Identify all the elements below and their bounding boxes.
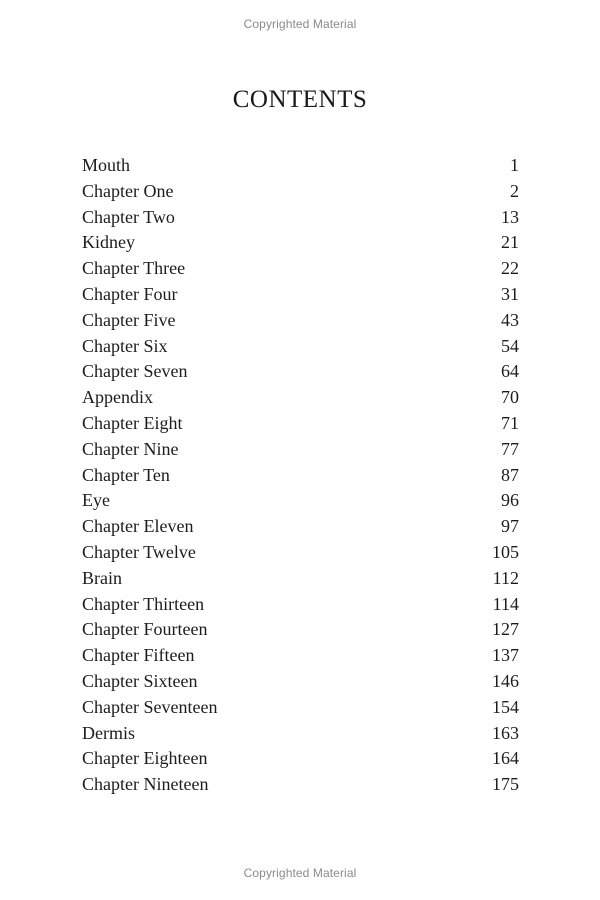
- toc-entry-page-number: 154: [492, 696, 519, 717]
- toc-entry-page-number: 2: [510, 180, 519, 201]
- toc-entry-page-number: 31: [501, 283, 519, 304]
- toc-entry-title: Chapter Seventeen: [82, 696, 218, 717]
- toc-entry-page-number: 112: [492, 567, 519, 588]
- toc-entry[interactable]: [82, 334, 519, 360]
- toc-entry-title: Chapter Eighteen: [82, 748, 208, 769]
- toc-entry[interactable]: [82, 695, 519, 721]
- toc-entry-title: Chapter Eight: [82, 412, 183, 433]
- toc-entry-title: Chapter Eleven: [82, 516, 194, 537]
- toc-entry-title: Chapter One: [82, 180, 174, 201]
- toc-entry[interactable]: [82, 359, 519, 385]
- toc-entry[interactable]: [82, 282, 519, 308]
- toc-entry-title: Chapter Twelve: [82, 541, 196, 562]
- toc-entry-page-number: 70: [501, 387, 519, 408]
- toc-entry[interactable]: [82, 643, 519, 669]
- toc-entry-title: Appendix: [82, 387, 153, 408]
- toc-entry[interactable]: [82, 592, 519, 618]
- toc-entry-title: Brain: [82, 567, 122, 588]
- toc-entry-title: Chapter Thirteen: [82, 593, 205, 614]
- toc-entry[interactable]: [82, 721, 519, 747]
- watermark-bottom: Copyrighted Material: [243, 866, 357, 880]
- toc-entry-title: Kidney: [82, 232, 135, 253]
- toc-entry-page-number: 114: [492, 593, 519, 614]
- toc-entry-page-number: 105: [492, 541, 519, 562]
- toc-entry[interactable]: [82, 308, 519, 334]
- toc-entry[interactable]: [82, 411, 519, 437]
- toc-entry-title: Chapter Fourteen: [82, 619, 208, 640]
- toc-entry-title: Chapter Five: [82, 309, 176, 330]
- toc-entry[interactable]: [82, 385, 519, 411]
- toc-entry[interactable]: [82, 179, 519, 205]
- toc-entry-page-number: 146: [492, 670, 519, 691]
- toc-entry-title: Chapter Two: [82, 206, 175, 227]
- toc-entry-title: Chapter Four: [82, 283, 178, 304]
- toc-entry-page-number: 54: [501, 335, 519, 356]
- toc-entry[interactable]: [82, 514, 519, 540]
- toc-entry-page-number: 21: [501, 232, 519, 253]
- toc-entry[interactable]: [82, 772, 519, 798]
- toc-entry-title: Dermis: [82, 722, 135, 743]
- toc-entry-title: Chapter Three: [82, 258, 186, 279]
- toc-entry-page-number: 164: [492, 748, 519, 769]
- toc-entry-page-number: 13: [501, 206, 519, 227]
- toc-entry[interactable]: [82, 437, 519, 463]
- toc-entry-title: Chapter Fifteen: [82, 645, 195, 666]
- toc-entry-page-number: 43: [501, 309, 519, 330]
- toc-entry-page-number: 64: [501, 361, 519, 382]
- toc-entry[interactable]: [82, 540, 519, 566]
- toc-entry-title: Chapter Sixteen: [82, 670, 198, 691]
- table-of-contents: [82, 153, 519, 798]
- toc-entry[interactable]: [82, 463, 519, 489]
- toc-entry-page-number: 175: [492, 774, 519, 795]
- toc-entry-page-number: 163: [492, 722, 519, 743]
- watermark-top: Copyrighted Material: [243, 17, 357, 31]
- toc-entry-title: Chapter Nineteen: [82, 774, 209, 795]
- toc-entry-title: Chapter Seven: [82, 361, 188, 382]
- toc-entry-title: Eye: [82, 490, 110, 511]
- toc-entry-title: Chapter Nine: [82, 438, 179, 459]
- toc-entry-page-number: 127: [492, 619, 519, 640]
- toc-entry-page-number: 87: [501, 464, 519, 485]
- toc-entry[interactable]: [82, 617, 519, 643]
- toc-entry[interactable]: [82, 669, 519, 695]
- toc-entry-title: Mouth: [82, 155, 131, 175]
- toc-entry-title: Chapter Six: [82, 335, 168, 356]
- toc-entry-title: Chapter Ten: [82, 464, 170, 485]
- toc-entry-page-number: 22: [501, 258, 519, 279]
- toc-entry[interactable]: [82, 153, 519, 179]
- toc-entry[interactable]: [82, 488, 519, 514]
- toc-entry-page-number: 96: [501, 490, 519, 511]
- toc-entry-page-number: 77: [501, 438, 519, 459]
- toc-entry-page-number: 97: [501, 516, 519, 537]
- toc-entry[interactable]: [82, 230, 519, 256]
- toc-entry-page-number: 137: [492, 645, 519, 666]
- toc-entry[interactable]: [82, 256, 519, 282]
- toc-entry[interactable]: [82, 746, 519, 772]
- toc-entry-page-number: 71: [501, 412, 519, 433]
- toc-entry-page-number: 1: [510, 155, 519, 175]
- page-title: CONTENTS: [232, 86, 368, 113]
- toc-entry[interactable]: [82, 566, 519, 592]
- toc-entry[interactable]: [82, 205, 519, 231]
